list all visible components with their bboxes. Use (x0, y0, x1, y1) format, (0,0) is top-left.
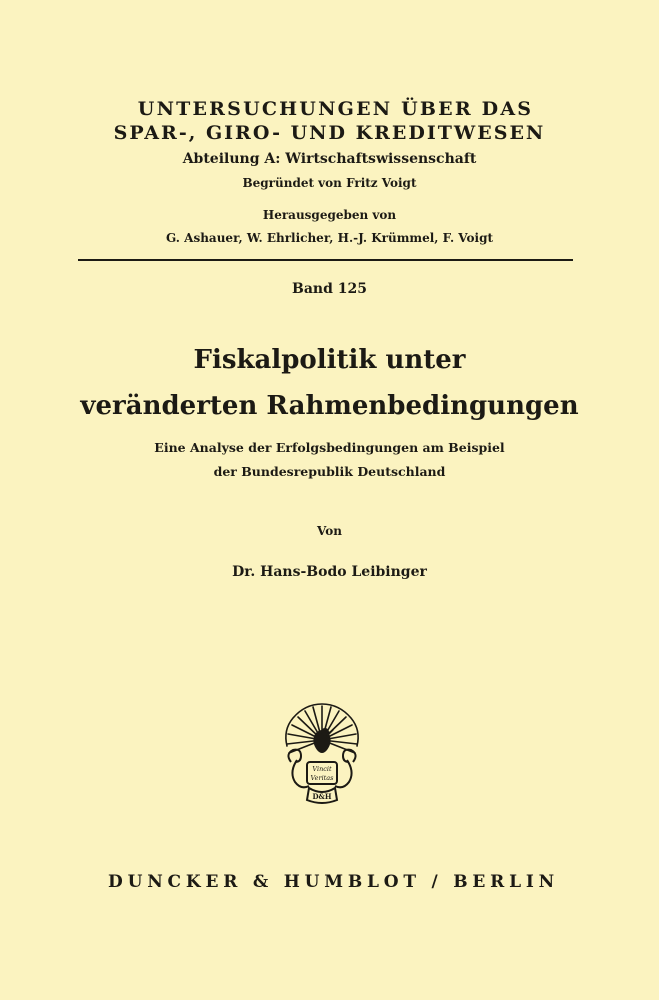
book-title-line-1: Fiskalpolitik unter (193, 345, 466, 375)
author-name: Dr. Hans-Bodo Leibinger (232, 564, 427, 580)
logo-initials: D&H (312, 792, 332, 801)
book-title-line-2: veränderten Rahmenbedingungen (80, 391, 579, 421)
volume-number: Band 125 (292, 281, 367, 297)
editors-names: G. Ashauer, W. Ehrlicher, H.-J. Krümmel, F. Voigt (165, 231, 494, 245)
logo-motto-line-2: Veritas (310, 774, 334, 782)
series-division: Abteilung A: Wirtschaftswissenschaft (182, 151, 477, 167)
series-title-line-2: SPAR-, GIRO- UND KREDITWESEN (113, 122, 546, 144)
book-subtitle-line-2: der Bundesrepublik Deutschland (213, 464, 446, 479)
series-founder: Begründet von Fritz Voigt (242, 176, 417, 190)
book-subtitle-line-1: Eine Analyse der Erfolgsbedingungen am Beispiel (154, 440, 505, 455)
publisher-emblem-icon (279, 700, 365, 806)
horizontal-divider (78, 259, 573, 261)
logo-motto-line-1: Vincit (312, 765, 332, 773)
publisher-imprint: DUNCKER & HUMBLOT / BERLIN (108, 872, 559, 892)
series-title-line-1: UNTERSUCHUNGEN ÜBER DAS (137, 98, 534, 120)
by-label: Von (317, 524, 342, 538)
editors-label: Herausgegeben von (262, 208, 397, 222)
